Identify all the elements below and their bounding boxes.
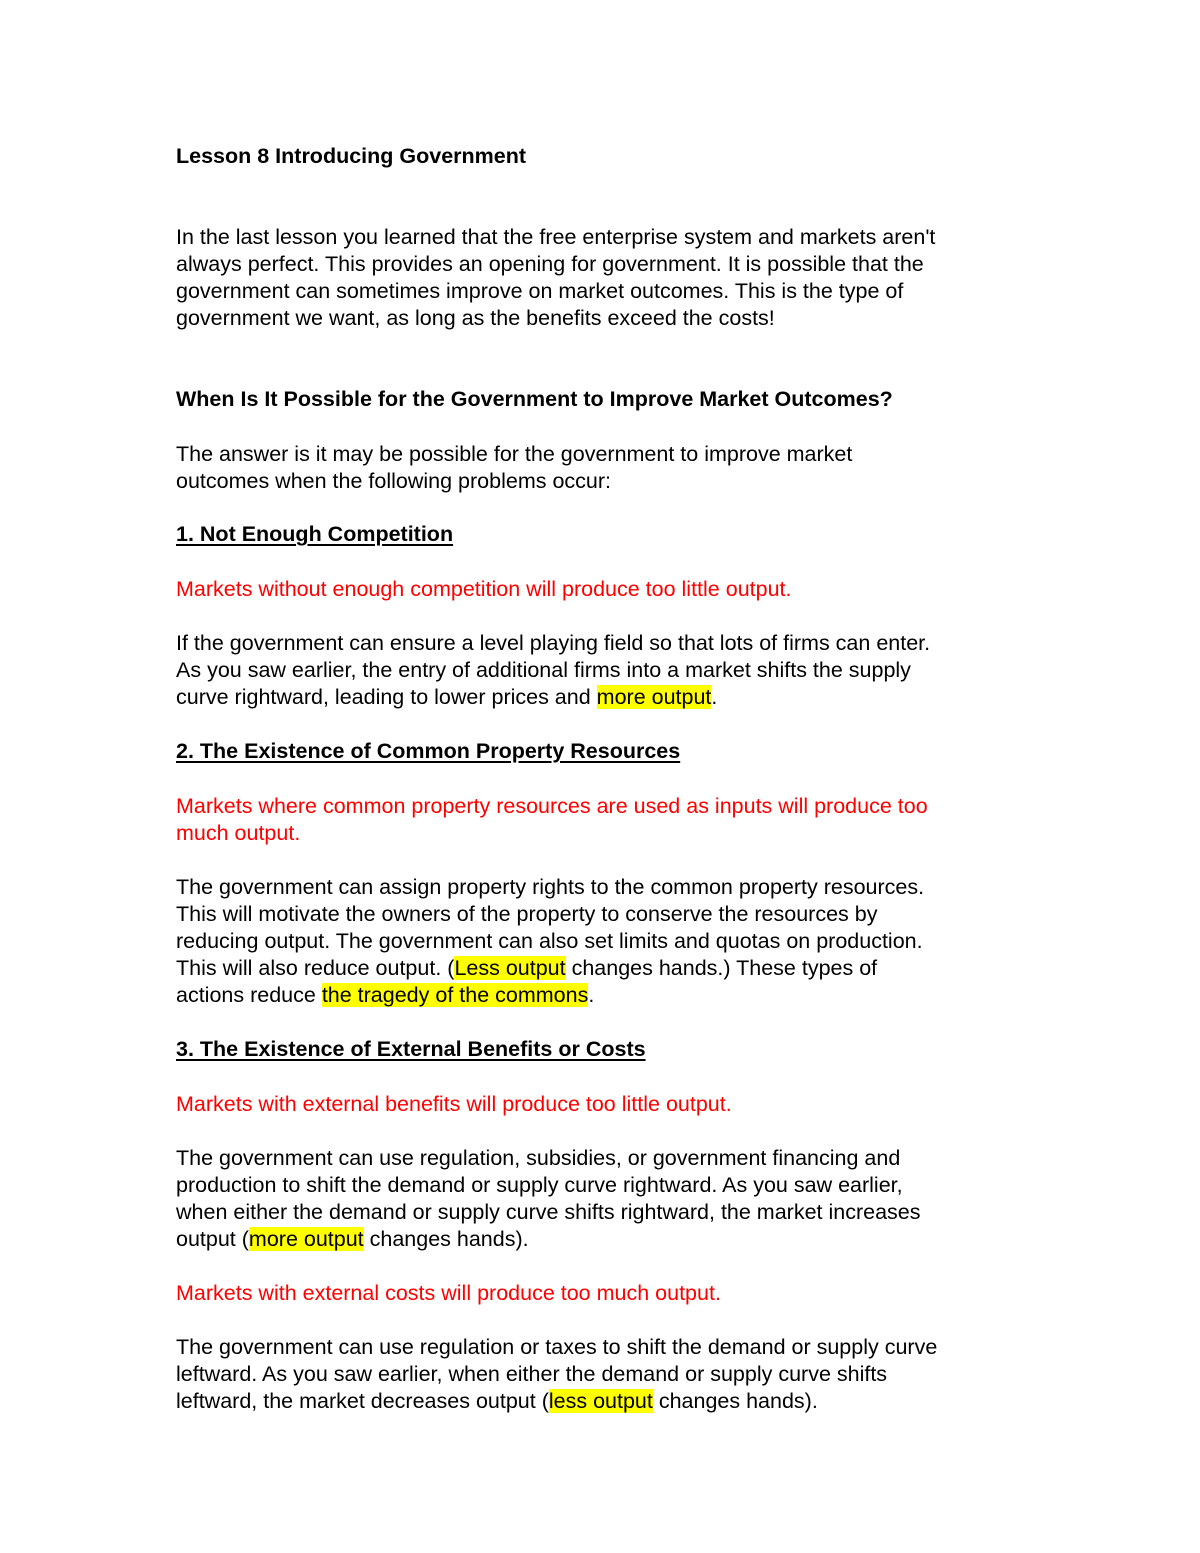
text-line: always perfect. This provides an opening for government. It is possible that the — [176, 252, 924, 276]
text-line: actions reduce the tragedy of the commons. — [176, 983, 595, 1007]
text-line: leftward, the market decreases output (less output changes hands). — [176, 1389, 818, 1413]
text-line: Markets where common property resources are used as inputs will produce too — [176, 794, 928, 818]
intro-paragraph — [176, 224, 1036, 332]
question-heading: When Is It Possible for the Government to Improve Market Outcomes? — [176, 387, 893, 411]
text-line: reducing output. The government can also set limits and quotas on production. — [176, 929, 923, 953]
answer-paragraph — [176, 441, 1036, 495]
section3-costs-paragraph — [176, 1334, 1036, 1415]
text-line: The government can use regulation or taxes to shift the demand or supply curve — [176, 1335, 938, 1359]
highlighted-text: more output — [596, 685, 712, 709]
section3-red-costs: Markets with external costs will produce too much output. — [176, 1281, 721, 1305]
text-line: The government can use regulation, subsidies, or government financing and — [176, 1146, 901, 1170]
page-title: Lesson 8 Introducing Government — [176, 144, 527, 168]
text-line: The government can assign property rights to the common property resources. — [176, 875, 925, 899]
section1-red-statement: Markets without enough competition will produce too little output. — [176, 577, 792, 601]
text-line: If the government can ensure a level playing field so that lots of firms can enter. — [176, 631, 931, 655]
text-line: outcomes when the following problems occur: — [176, 469, 611, 493]
highlighted-text: more output — [248, 1227, 364, 1251]
text-line: government can sometimes improve on market outcomes. This is the type of — [176, 279, 904, 303]
text-line: This will motivate the owners of the property to conserve the resources by — [176, 902, 878, 926]
section3-benefits-paragraph — [176, 1145, 1036, 1253]
section1-heading: 1. Not Enough Competition — [176, 522, 454, 546]
text-line: output (more output changes hands). — [176, 1227, 529, 1251]
text-line: production to shift the demand or supply curve rightward. As you saw earlier, — [176, 1173, 903, 1197]
text-line: when either the demand or supply curve shifts rightward, the market increases — [176, 1200, 921, 1224]
text-line: In the last lesson you learned that the free enterprise system and markets aren't — [176, 225, 936, 249]
text-line: As you saw earlier, the entry of additional firms into a market shifts the supply — [176, 658, 911, 682]
highlighted-text: Less output — [454, 956, 566, 980]
text-line: leftward. As you saw earlier, when either the demand or supply curve shifts — [176, 1362, 888, 1386]
section1-paragraph — [176, 630, 1036, 711]
section3-red-benefits: Markets with external benefits will produce too little output. — [176, 1092, 732, 1116]
highlighted-text: less output — [548, 1389, 653, 1413]
text-line: This will also reduce output. (Less output changes hands.) These types of — [176, 956, 878, 980]
section2-red-statement — [176, 793, 1036, 847]
section3-heading: 3. The Existence of External Benefits or Costs — [176, 1037, 646, 1061]
section2-heading: 2. The Existence of Common Property Resources — [176, 739, 681, 763]
text-line: government we want, as long as the benefits exceed the costs! — [176, 306, 775, 330]
text-line: The answer is it may be possible for the government to improve market — [176, 442, 853, 466]
highlighted-text: the tragedy of the commons — [321, 983, 589, 1007]
section2-paragraph — [176, 874, 1036, 1009]
text-line: much output. — [176, 821, 301, 845]
text-line: curve rightward, leading to lower prices and more output. — [176, 685, 718, 709]
